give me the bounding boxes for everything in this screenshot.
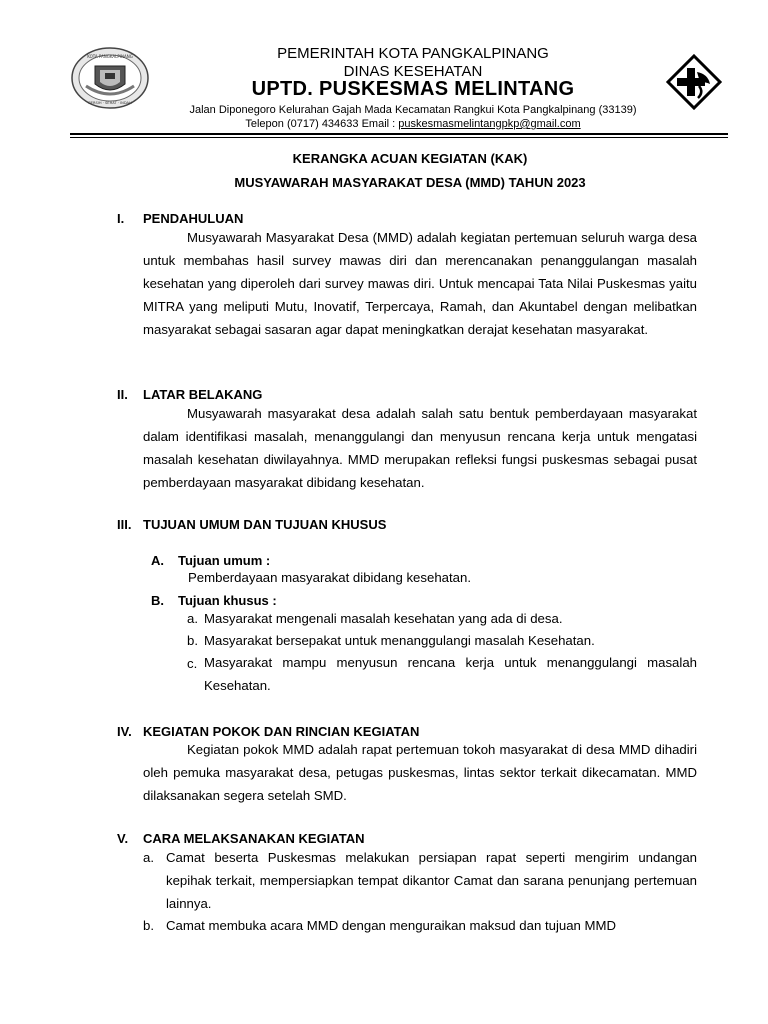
section-4-number: IV. [117, 724, 132, 739]
list-item-text: Camat beserta Puskesmas melakukan persiapan rapat seperti mengirim undangan kepihak terkait, mempersiapkan tempat dikantor Camat dan sarana penunjang pertemuan lainnya. [166, 850, 697, 911]
list-item-text: Masyarakat bersepakat untuk menanggulangi masalah Kesehatan. [204, 633, 595, 648]
section-1-paragraph: Musyawarah Masyarakat Desa (MMD) adalah kegiatan pertemuan seluruh warga desa untuk membahas hasil survey mawas diri dan merencanakan penanggulangan masalah kesehatan yang diperoleh dari survey mawas diri. Untuk mencapai Tata Nilai Puskesmas yaitu MITRA yang meliputi Mutu, Inovatif, Terpercaya, Ramah, dan Akuntabel dengan melibatkan masyarakat sebagai sasaran agar dapat meningkatkan derajat kesehatan masyarakat. [143, 230, 697, 337]
subsection-b-title: Tujuan khusus : [178, 593, 277, 608]
letterhead-phone: Telepon (0717) 434633 Email : [245, 118, 399, 130]
list-item-label: a. [187, 611, 198, 626]
subsection-a-title: Tujuan umum : [178, 553, 271, 568]
section-1-number: I. [117, 211, 125, 226]
letterhead-government: PEMERINTAH KOTA PANGKALPINANG [277, 45, 549, 62]
letterhead-rule-thick [70, 133, 728, 135]
logo-top-text: KOTA PANGKALPINANG [87, 54, 133, 59]
subsection-a-label: A. [151, 553, 164, 568]
letterhead-institution: UPTD. PUSKESMAS MELINTANG [251, 78, 575, 100]
list-item-label: b. [187, 633, 198, 648]
section-4-heading: KEGIATAN POKOK DAN RINCIAN KEGIATAN [143, 724, 420, 739]
section-2-number: II. [117, 387, 128, 402]
list-item-text: Masyarakat mampu menyusun rencana kerja untuk menanggulangi masalah Kesehatan. [204, 655, 697, 693]
section-3-number: III. [117, 517, 132, 532]
letterhead-email-link[interactable]: puskesmasmelintangpkp@gmail.com [398, 118, 581, 130]
letterhead-department: DINAS KESEHATAN [343, 63, 483, 80]
section-5-number: V. [117, 831, 129, 846]
section-1-heading: PENDAHULUAN [143, 211, 244, 226]
section-5-heading: CARA MELAKSANAKAN KEGIATAN [143, 831, 365, 846]
logo-bottom-text: BERSIH · SEHAT · INDAH [88, 101, 132, 105]
section-2-paragraph: Musyawarah masyarakat desa adalah salah satu bentuk pemberdayaan masyarakat dalam identifikasi masalah, menanggulangi dan menyusun rencana kerja untuk mengatasi masalah kesehatan diwilayahnya. MMD merupakan refleksi fungsi puskesmas sebagai pusat pemberdayaan masyarakat dibidang kesehatan. [143, 406, 697, 490]
document-title: KERANGKA ACUAN KEGIATAN (KAK) [292, 151, 528, 166]
section-3-heading: TUJUAN UMUM DAN TUJUAN KHUSUS [143, 517, 387, 532]
list-item-text: Camat membuka acara MMD dengan menguraikan maksud dan tujuan MMD [166, 918, 617, 933]
list-item-label: a. [143, 850, 154, 865]
letterhead-rule-thin [70, 137, 728, 138]
letterhead-contact [118, 118, 708, 130]
subsection-b-label: B. [151, 593, 164, 608]
document-subtitle: MUSYAWARAH MASYARAKAT DESA (MMD) TAHUN 2023 [234, 175, 586, 190]
section-2-heading: LATAR BELAKANG [143, 387, 263, 402]
section-4-paragraph: Kegiatan pokok MMD adalah rapat pertemuan tokoh masyarakat di desa MMD dihadiri oleh pemuka masyarakat desa, petugas puskesmas, lintas sektor terkait dikecamatan. MMD dilaksanakan segera setelah SMD. [143, 742, 697, 803]
list-item-label: b. [143, 918, 154, 933]
list-item-text: Masyarakat mengenali masalah kesehatan yang ada di desa. [204, 611, 563, 626]
subsection-a-text: Pemberdayaan masyarakat dibidang kesehatan. [188, 570, 471, 585]
list-item-label: c. [187, 656, 198, 671]
letterhead-address: Jalan Diponegoro Kelurahan Gajah Mada Kecamatan Rangkui Kota Pangkalpinang (33139) [189, 104, 637, 116]
